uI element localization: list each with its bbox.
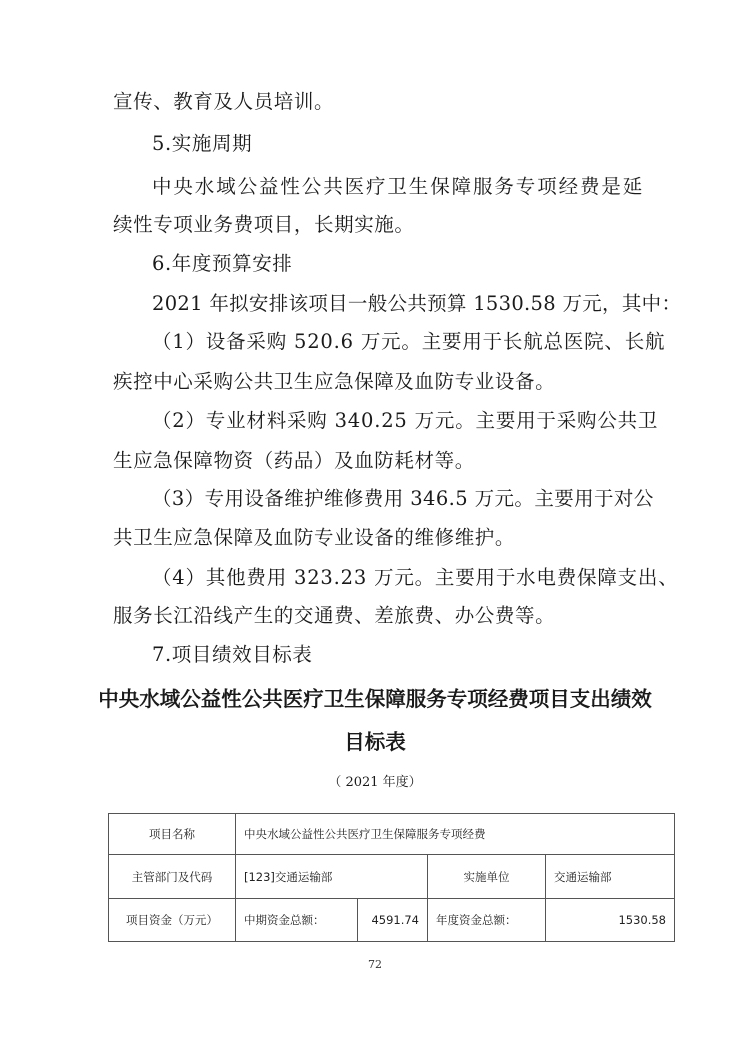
project-name-value: 中央水域公益性公共医疗卫生保障服务专项经费: [236, 814, 675, 855]
section-heading: 7.项目绩效目标表: [152, 643, 313, 666]
dept-label: 主管部门及代码: [109, 855, 236, 899]
table-row: [109, 855, 675, 899]
table-row: [109, 899, 675, 942]
paragraph-line: 生应急保障物资（药品）及血防耗材等。: [113, 449, 475, 472]
paragraph-line: 中央水域公益性公共医疗卫生保障服务专项经费是延: [152, 175, 645, 198]
section-heading: 6.年度预算安排: [152, 252, 293, 275]
mid-total-label: 中期资金总额：: [236, 899, 358, 942]
funds-label: 项目资金（万元）: [109, 899, 236, 942]
annual-total-label: 年度资金总额：: [428, 899, 546, 942]
table-title-line-2: 目标表: [344, 730, 406, 754]
paragraph-line: （4）其他费用 323.23 万元。主要用于水电费保障支出、: [152, 566, 679, 589]
annual-total-value: 1530.58: [546, 899, 675, 942]
year-note: （ 2021 年度）: [328, 775, 422, 790]
paragraph-line: （2）专业材料采购 340.25 万元。主要用于采购公共卫: [152, 409, 659, 432]
project-name-label: 项目名称: [109, 814, 236, 855]
paragraph-line: 疾控中心采购公共卫生应急保障及血防专业设备。: [113, 370, 556, 393]
dept-value: [123]交通运输部: [236, 855, 428, 899]
paragraph-line: 共卫生应急保障及血防专业设备的维修维护。: [113, 526, 516, 549]
impl-label: 实施单位: [428, 855, 546, 899]
paragraph-line: （3）专用设备维护维修费用 346.5 万元。主要用于对公: [152, 487, 654, 510]
impl-value: 交通运输部: [546, 855, 675, 899]
section-heading: 5.实施周期: [152, 132, 253, 155]
table-title-line-1: 中央水域公益性公共医疗卫生保障服务专项经费项目支出绩效: [98, 687, 652, 711]
paragraph-line: 宣传、教育及人员培训。: [113, 90, 335, 113]
page-number: 72: [368, 958, 382, 971]
paragraph-line: 续性专项业务费项目，长期实施。: [113, 213, 415, 236]
paragraph-line: 服务长江沿线产生的交通费、差旅费、办公费等。: [113, 604, 556, 627]
table-row: [109, 814, 675, 855]
project-info-table: [108, 813, 675, 942]
mid-total-value: 4591.74: [358, 899, 428, 942]
paragraph-line: 2021 年拟安排该项目一般公共预算 1530.58 万元，其中：: [152, 292, 682, 315]
paragraph-line: （1）设备采购 520.6 万元。主要用于长航总医院、长航: [152, 330, 666, 353]
